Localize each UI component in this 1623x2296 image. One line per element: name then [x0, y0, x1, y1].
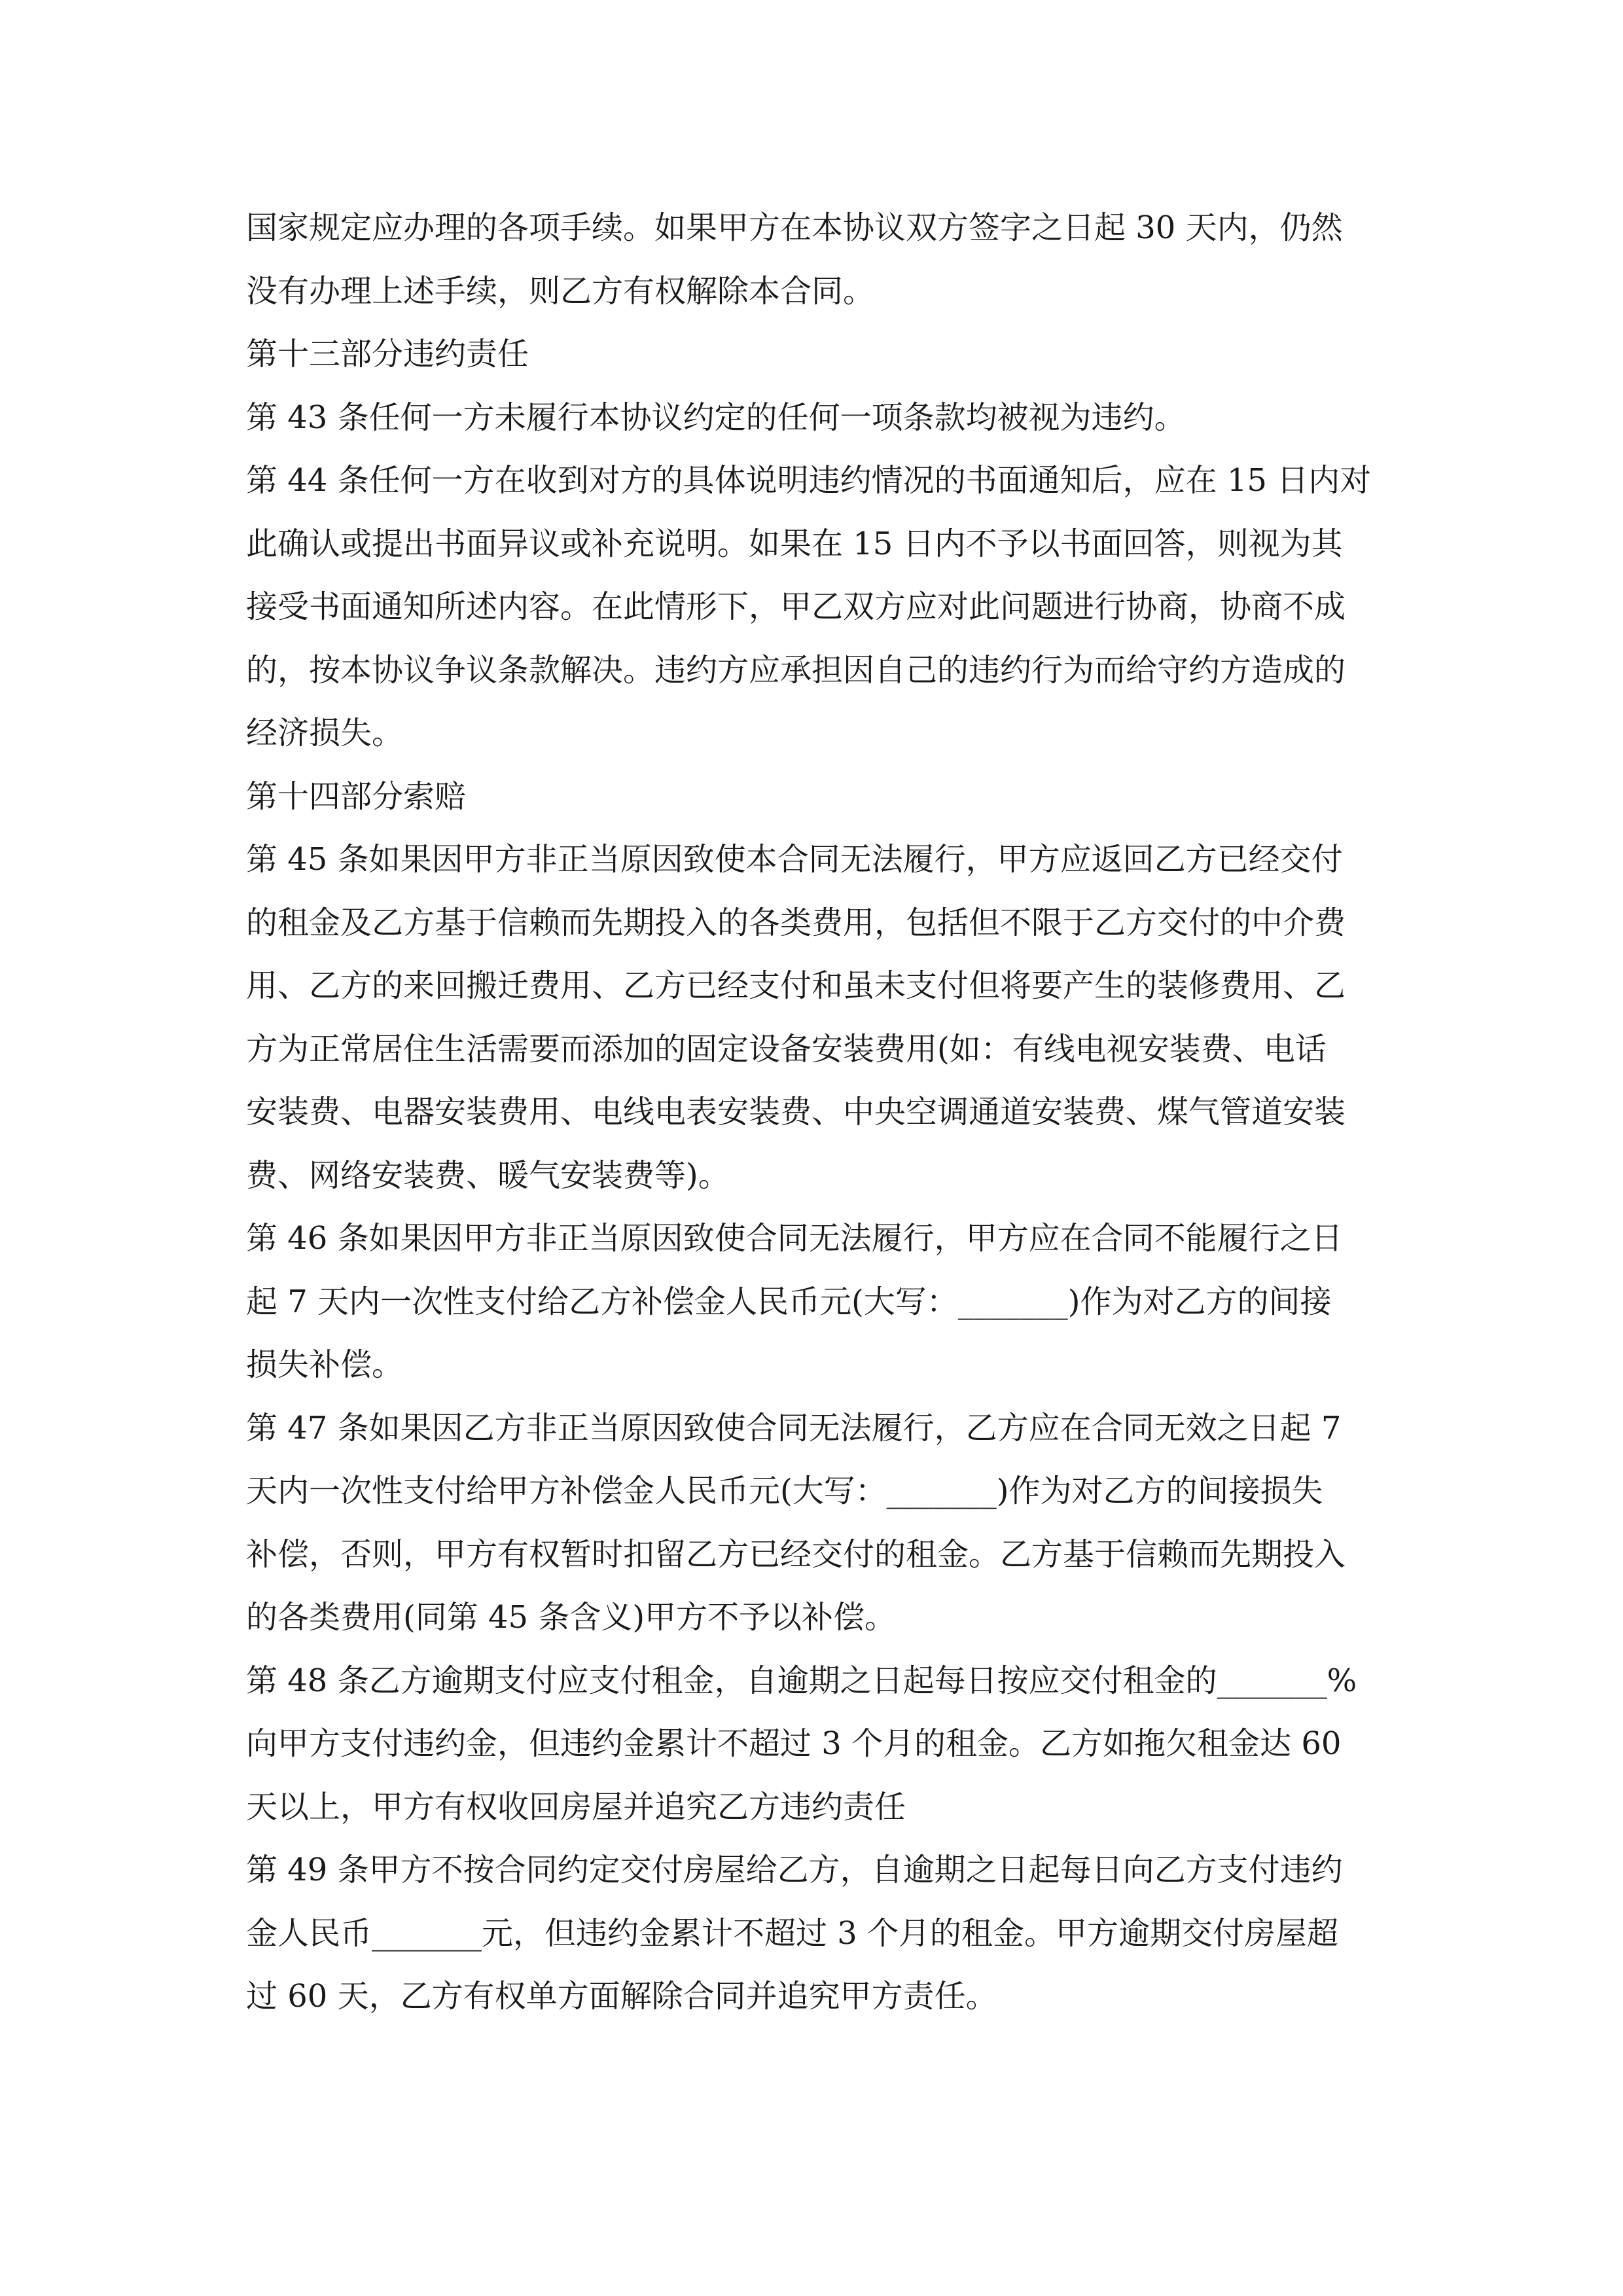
- text-line: 天内一次性支付给甲方补偿金人民币元(大写：_______)作为对乙方的间接损失: [246, 1473, 1323, 1509]
- text-line: 经济损失。: [246, 715, 404, 751]
- article-48: [246, 1649, 1380, 1839]
- section-heading-13: [246, 323, 1380, 386]
- text-line: 第十三部分违约责任: [246, 336, 529, 372]
- text-line: 第 47 条如果因乙方非正当原因致使合同无法履行，乙方应在合同无效之日起 7: [246, 1409, 1342, 1446]
- text-line: 方为正常居住生活需要而添加的固定设备安装费用(如：有线电视安装费、电话: [246, 1030, 1327, 1067]
- text-line: 第 48 条乙方逾期支付应支付租金，自逾期之日起每日按应交付租金的_______%: [246, 1662, 1357, 1699]
- text-line: 金人民币_______元，但违约金累计不超过 3 个月的租金。甲方逾期交付房屋超: [246, 1914, 1339, 1952]
- text-line: 没有办理上述手续，则乙方有权解除本合同。: [246, 272, 875, 310]
- article-49: [246, 1839, 1380, 2028]
- text-line: 此确认或提出书面异议或补充说明。如果在 15 日内不予以书面回答，则视为其: [246, 525, 1343, 562]
- document-body: [246, 196, 1380, 2028]
- para-continuation: [246, 196, 1380, 323]
- article-43: [246, 386, 1380, 450]
- text-line: 的租金及乙方基于信赖而先期投入的各类费用，包括但不限于乙方交付的中介费: [246, 904, 1346, 941]
- text-line: 损失补偿。: [246, 1346, 404, 1383]
- text-line: 用、乙方的来回搬迁费用、乙方已经支付和虽未支付但将要产生的装修费用、乙: [246, 967, 1346, 1004]
- text-line: 过 60 天，乙方有权单方面解除合同并追究甲方责任。: [246, 1978, 997, 2015]
- text-line: 第 44 条任何一方在收到对方的具体说明违约情况的书面通知后，应在 15 日内对: [246, 462, 1372, 499]
- section-heading-14: [246, 765, 1380, 829]
- text-line: 的各类费用(同第 45 条含义)甲方不予以补偿。: [246, 1599, 897, 1636]
- article-46: [246, 1207, 1380, 1397]
- text-line: 费、网络安装费、暖气安装费等)。: [246, 1157, 730, 1194]
- text-line: 起 7 天内一次性支付给乙方补偿金人民币元(大写：_______)作为对乙方的间接: [246, 1283, 1332, 1320]
- text-line: 第十四部分索赔: [246, 778, 467, 815]
- text-line: 安装费、电器安装费用、电线电表安装费、中央空调通道安装费、煤气管道安装: [246, 1094, 1346, 1130]
- text-line: 补偿，否则，甲方有权暂时扣留乙方已经交付的租金。乙方基于信赖而先期投入: [246, 1535, 1346, 1573]
- text-line: 天以上，甲方有权收回房屋并追究乙方违约责任: [246, 1788, 906, 1825]
- text-line: 第 43 条任何一方未履行本协议约定的任何一项条款均被视为违约。: [246, 399, 1186, 436]
- article-45: [246, 828, 1380, 1207]
- text-line: 接受书面通知所述内容。在此情形下，甲乙双方应对此问题进行协商，协商不成: [246, 588, 1346, 625]
- text-line: 向甲方支付违约金，但违约金累计不超过 3 个月的租金。乙方如拖欠租金达 60: [246, 1725, 1342, 1762]
- text-line: 第 46 条如果因甲方非正当原因致使合同无法履行，甲方应在合同不能履行之日: [246, 1220, 1343, 1257]
- text-line: 第 45 条如果因甲方非正当原因致使本合同无法履行，甲方应返回乙方已经交付: [246, 841, 1343, 878]
- text-line: 的，按本协议争议条款解决。违约方应承担因自己的违约行为而给守约方造成的: [246, 651, 1346, 689]
- text-line: 第 49 条甲方不按合同约定交付房屋给乙方，自逾期之日起每日向乙方支付违约: [246, 1852, 1343, 1888]
- article-44: [246, 449, 1380, 765]
- text-line: 国家规定应办理的各项手续。如果甲方在本协议双方签字之日起 30 天内，仍然: [246, 209, 1343, 246]
- article-47: [246, 1397, 1380, 1649]
